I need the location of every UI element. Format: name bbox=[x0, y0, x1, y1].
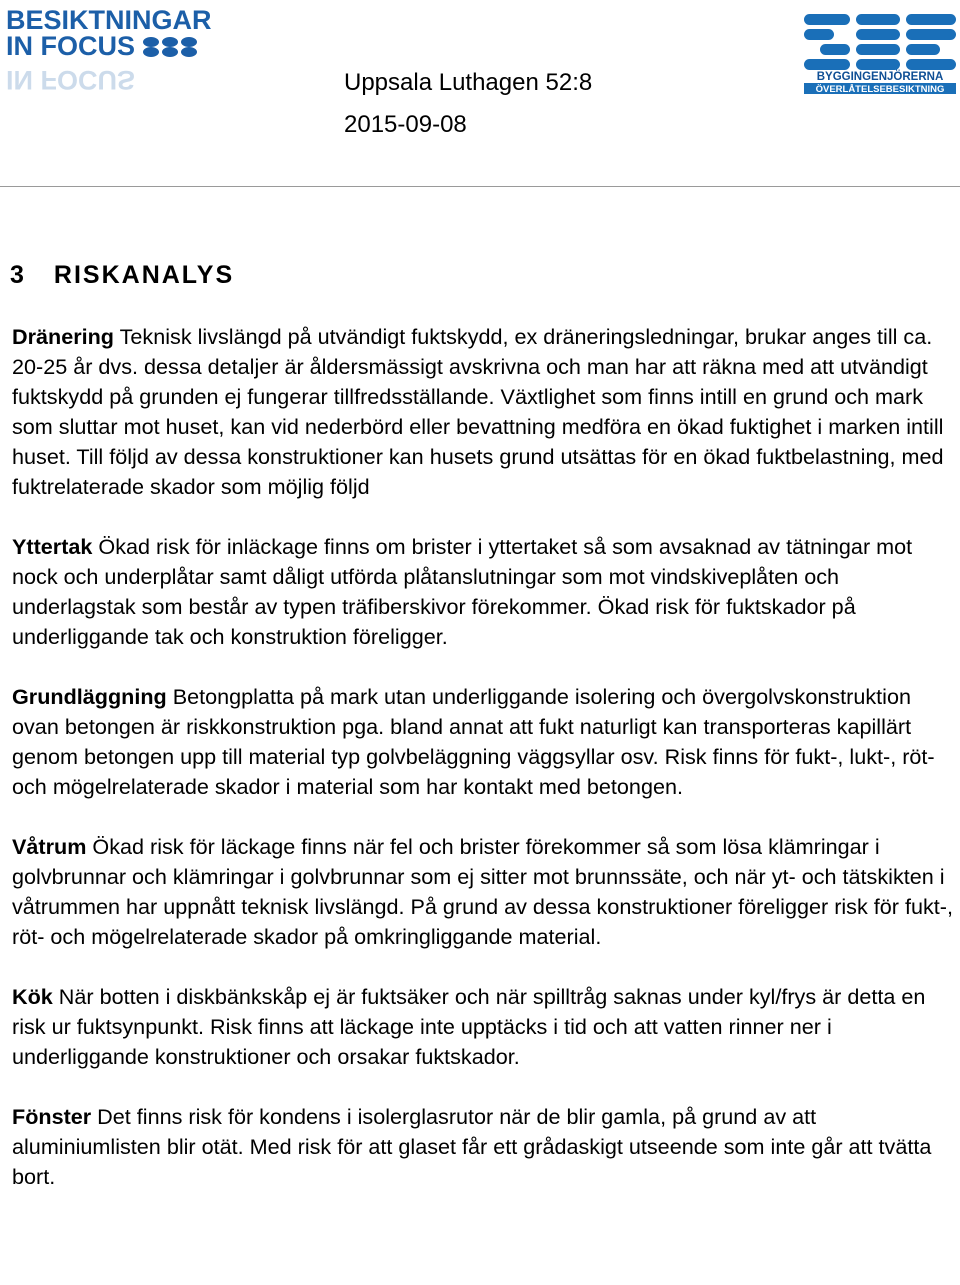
paragraph-dranering bbox=[12, 322, 958, 502]
paragraph-text: Betongplatta på mark utan underliggande isolering och övergolvskonstruktion ovan betongen är riskkonstruktion pga. bland annat att fukt naturligt kan transporteras kapillärt genom betongen upp till material typ golvbeläggning väggsyllar osv. Risk finns för fukt-, lukt-, röt- och mögelrelaterade skador i material som har kontakt med betongen. bbox=[12, 684, 935, 799]
sbr-mark-icon bbox=[804, 14, 956, 70]
header-divider bbox=[0, 186, 960, 187]
logo-left-line2: IN FOCUS bbox=[6, 31, 136, 61]
paragraph-term: Yttertak bbox=[12, 534, 93, 559]
paragraph-term: Dränering bbox=[12, 324, 114, 349]
paragraph-grundlaggning bbox=[12, 682, 958, 802]
logo-reflection-icon bbox=[6, 65, 135, 95]
section-title: RISKANALYS bbox=[53, 261, 235, 289]
paragraph-term: Kök bbox=[12, 984, 53, 1009]
logo-dots-icon bbox=[143, 37, 197, 57]
paragraph-term: Våtrum bbox=[12, 834, 87, 859]
section-heading bbox=[10, 258, 234, 292]
byggingenjorerna-logo-graphic bbox=[802, 12, 958, 94]
paragraph-vatrum bbox=[12, 832, 958, 952]
property-address: Uppsala Luthagen 52:8 bbox=[344, 69, 593, 96]
logo-right-name: BYGGINGENJÖRERNA bbox=[816, 71, 944, 83]
byggingenjorerna-logo bbox=[802, 12, 958, 94]
paragraph-term: Grundläggning bbox=[12, 684, 167, 709]
paragraph-text: När botten i diskbänkskåp ej är fuktsäker och när spilltråg saknas under kyl/frys är detta en risk ur fuktsynpunkt. Risk finns att läckage inte upptäcks i tid och att vatten rinner ner i underliggande konstruktioner och orsakar fuktskador. bbox=[12, 984, 926, 1069]
paragraph-text: Ökad risk för inläckage finns om brister i yttertaket så som avsaknad av tätningar mot nock och underplåtar samt dåligt utförda plåtanslutningar som mot vindskiveplåten och underlagstak som består av typen träfiberskivor förekommer. Ökad risk för fuktskador på underliggande tak och konstruktion föreligger. bbox=[12, 534, 913, 649]
paragraph-yttertak bbox=[12, 532, 958, 652]
risk-analysis-content bbox=[12, 322, 958, 1192]
besiktningar-in-focus-logo bbox=[4, 4, 212, 95]
paragraph-text: Ökad risk för läckage finns när fel och brister förekommer så som lösa klämringar i golvbrunnar och klämringar i golvbrunnar som ej sitter mot brunnssäte, och när yt- och tätskikten i våtrummen har uppnått teknisk livslängd. På grund av dessa konstruktioner föreligger risk för fukt-, röt- och mögelrelaterade skador på omkringliggande material. bbox=[12, 834, 953, 949]
logo-right-tagline: ÖVERLÅTELSEBESIKTNING bbox=[815, 84, 945, 95]
besiktningar-in-focus-logo-graphic bbox=[4, 4, 212, 95]
section-number: 3 bbox=[10, 261, 24, 289]
paragraph-text: Teknisk livslängd på utvändigt fuktskydd, ex dräneringsledningar, brukar anges till ca. 20-25 år dvs. dessa detaljer är åldersmässigt avskrivna och man har att räkna med att utvändigt fuktskydd på grunden ej fungerar tillfredsställande. Växtlighet som finns intill en grund och mark som sluttar mot huset, kan vid nederbörd eller bevattning medföra en ökad fuktighet i marken intill huset. Till följd av dessa konstruktioner kan husets grund utsättas för en ökad fuktbelastning, med fuktrelaterade skador som möjlig följd bbox=[12, 324, 944, 499]
paragraph-kok bbox=[12, 982, 958, 1072]
paragraph-fonster bbox=[12, 1102, 958, 1192]
paragraph-text: Det finns risk för kondens i isolerglasrutor när de blir gamla, på grund av att aluminiumlisten blir otät. Med risk för att glaset får ett grådaskigt utseende som inte går att tvätta bort. bbox=[12, 1104, 932, 1189]
logo-left-reflection: IN FOCUS bbox=[6, 65, 136, 95]
report-date: 2015-09-08 bbox=[344, 111, 467, 138]
logo-left-line1: BESIKTNINGAR bbox=[6, 5, 212, 35]
paragraph-term: Fönster bbox=[12, 1104, 92, 1129]
